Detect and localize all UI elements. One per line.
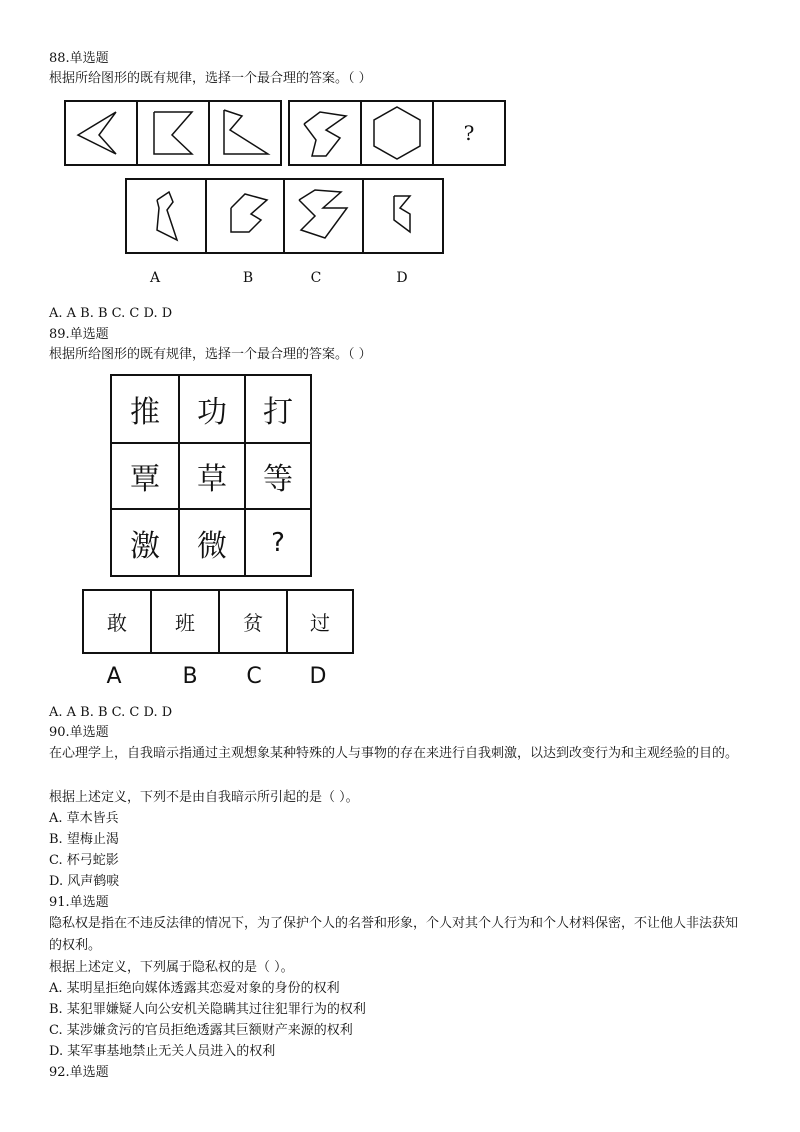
- q88-shape-3: [210, 102, 280, 164]
- q88-label-c: C: [310, 270, 322, 286]
- question-90-definition: 在心理学上，自我暗示指通过主观想象某种特殊的人与事物的存在来进行自我刺激，以达到改变行为和主观经验的目的。: [49, 746, 739, 761]
- q88-option-a-shape: [127, 180, 205, 252]
- q89-grid-cell: 草: [197, 462, 227, 497]
- q88-cell-question: [432, 100, 506, 166]
- q89-grid-cell: 推: [130, 395, 160, 430]
- question-91-option-b[interactable]: B. 某犯罪嫌疑人向公安机关隐瞒其过往犯罪行为的权利: [49, 1002, 366, 1017]
- question-90-option-a[interactable]: A. 草木皆兵: [49, 811, 119, 826]
- q89-choice-d[interactable]: 过: [310, 611, 330, 635]
- q88-option-a[interactable]: [125, 178, 207, 254]
- q89-grid-cell: 激: [130, 528, 160, 564]
- q88-cell-3: [208, 100, 282, 166]
- q88-shape-1: [66, 102, 136, 164]
- q89-grid-cell: 等: [263, 462, 293, 497]
- question-91-option-d[interactable]: D. 某军事基地禁止无关人员进入的权利: [49, 1044, 276, 1059]
- q88-option-b[interactable]: [205, 178, 287, 254]
- question-91-prompt: 根据上述定义，下列属于隐私权的是（ ）。: [49, 960, 294, 975]
- question-89-options[interactable]: A. A B. B C. C D. D: [49, 705, 173, 720]
- q88-shape-5: [362, 102, 432, 164]
- q88-cell-1: [64, 100, 138, 166]
- question-90-option-c[interactable]: C. 杯弓蛇影: [49, 853, 119, 868]
- q89-grid-cell: 功: [197, 395, 227, 430]
- q89-choice-a[interactable]: 敢: [107, 611, 127, 635]
- q89-grid-cell: 微: [197, 528, 227, 564]
- question-88-header: 88.单选题: [49, 51, 109, 66]
- q88-option-d[interactable]: [362, 178, 444, 254]
- q89-choice-b[interactable]: 班: [175, 611, 195, 635]
- q89-choice-c[interactable]: 贫: [243, 611, 263, 635]
- question-90-prompt: 根据上述定义，下列不是由自我暗示所引起的是（ ）。: [49, 790, 359, 805]
- question-91-header: 91.单选题: [49, 895, 109, 910]
- q88-label-a: A: [149, 270, 161, 286]
- q89-label-a: A: [106, 664, 122, 689]
- question-89-header: 89.单选题: [49, 327, 109, 342]
- q88-question-mark: ?: [463, 121, 475, 145]
- q88-label-b: B: [242, 270, 254, 286]
- question-90-option-b[interactable]: B. 望梅止渴: [49, 832, 119, 847]
- q88-cell-4: [288, 100, 362, 166]
- q88-label-d: D: [396, 270, 408, 286]
- q88-option-c-shape: [285, 180, 363, 252]
- question-90-header: 90.单选题: [49, 725, 109, 740]
- q89-grid-question-mark: ?: [271, 527, 285, 558]
- q89-grid-cell: 覃: [130, 462, 160, 497]
- question-90-option-d[interactable]: D. 风声鹤唳: [49, 874, 120, 889]
- q88-cell-2: [136, 100, 210, 166]
- q88-shape-4: [290, 102, 360, 164]
- question-91-definition: 隐私权是指在不违反法律的情况下，为了保护个人的名誉和形象，个人对其个人行为和个人材料保密，不让他人非法获知的权利。: [49, 916, 739, 953]
- question-88-options[interactable]: A. A B. B C. C D. D: [49, 306, 173, 321]
- question-91-option-c[interactable]: C. 某涉嫌贪污的官员拒绝透露其巨额财产来源的权利: [49, 1023, 353, 1038]
- q88-option-c[interactable]: [283, 178, 365, 254]
- q89-label-b: B: [182, 664, 198, 689]
- question-92-header: 92.单选题: [49, 1065, 109, 1080]
- question-88-prompt: 根据所给图形的既有规律，选择一个最合理的答案。（ ）: [49, 71, 372, 86]
- question-91-option-a[interactable]: A. 某明星拒绝向媒体透露其恋爱对象的身份的权利: [49, 981, 340, 996]
- q88-shape-2: [138, 102, 208, 164]
- q89-grid-cell: 打: [263, 395, 293, 430]
- q88-cell-5: [360, 100, 434, 166]
- q89-grid: [110, 374, 312, 577]
- q89-choices: [82, 589, 354, 654]
- q89-label-d: D: [309, 664, 327, 689]
- q88-option-b-shape: [207, 180, 285, 252]
- q89-label-c: C: [246, 664, 262, 689]
- q88-option-d-shape: [364, 180, 442, 252]
- question-89-prompt: 根据所给图形的既有规律，选择一个最合理的答案。（ ）: [49, 347, 372, 362]
